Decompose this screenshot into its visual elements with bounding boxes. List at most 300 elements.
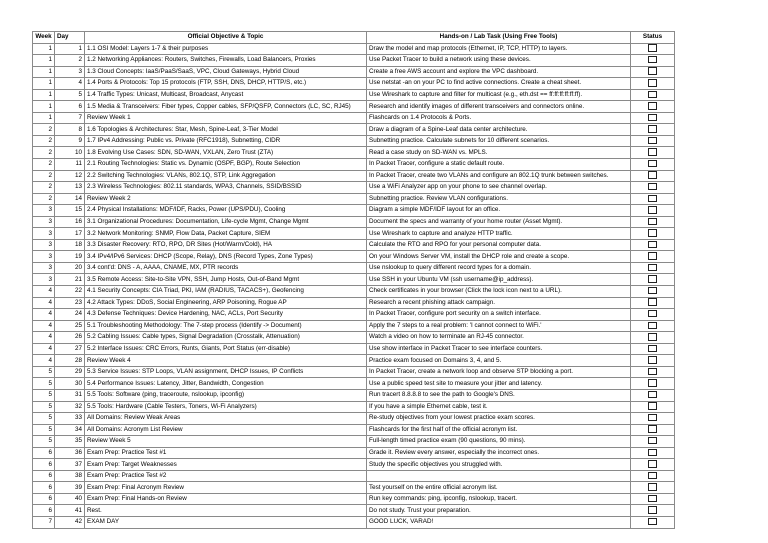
objective-cell[interactable]: 3.3 Disaster Recovery: RTO, RPO, DR Sites (Hot/Warm/Cold), HA (85, 239, 367, 251)
status-cell[interactable] (631, 205, 675, 217)
table-row (33, 159, 675, 171)
day-cell[interactable]: 4 (55, 78, 85, 90)
lab-cell[interactable]: Do not study. Trust your preparation. (367, 505, 631, 517)
lab-cell[interactable]: If you have a simple Ethernet cable, test it. (367, 401, 631, 413)
status-cell[interactable] (631, 447, 675, 459)
status-checkbox[interactable] (648, 460, 657, 468)
lab-cell[interactable]: Use Packet Tracer to build a network using these devices. (367, 55, 631, 67)
status-checkbox[interactable] (648, 125, 657, 133)
status-checkbox[interactable] (648, 425, 657, 433)
week-cell[interactable]: 6 (33, 505, 55, 517)
table-row (33, 470, 675, 482)
table-row (33, 447, 675, 459)
objective-cell[interactable]: 5.5 Tools: Software (ping, traceroute, nslookup, ipconfig) (85, 389, 367, 401)
table-row (33, 251, 675, 263)
status-checkbox[interactable] (648, 67, 657, 75)
day-cell[interactable]: 40 (55, 493, 85, 505)
table-row (33, 332, 675, 344)
day-cell[interactable]: 7 (55, 112, 85, 124)
lab-cell[interactable]: Use Wireshark to capture and analyze HTTP traffic. (367, 228, 631, 240)
status-cell[interactable] (631, 505, 675, 517)
lab-cell[interactable]: In Packet Tracer, create two VLANs and configure an 802.1Q trunk between switches. (367, 170, 631, 182)
status-cell[interactable] (631, 112, 675, 124)
status-checkbox[interactable] (648, 345, 657, 353)
lab-cell[interactable]: Practice exam focused on Domains 3, 4, and 5. (367, 355, 631, 367)
status-checkbox[interactable] (648, 252, 657, 260)
status-checkbox[interactable] (648, 56, 657, 64)
day-cell[interactable]: 5 (55, 89, 85, 101)
status-cell[interactable] (631, 389, 675, 401)
day-cell[interactable]: 36 (55, 447, 85, 459)
lab-cell[interactable]: Draw a diagram of a Spine-Leaf data center architecture. (367, 124, 631, 136)
objective-cell[interactable]: 5.1 Troubleshooting Methodology: The 7-step process (Identify -> Document) (85, 320, 367, 332)
lab-cell[interactable]: On your Windows Server VM, install the DHCP role and create a scope. (367, 251, 631, 263)
status-cell[interactable] (631, 159, 675, 171)
status-checkbox[interactable] (648, 483, 657, 491)
table-row (33, 320, 675, 332)
week-cell[interactable]: 3 (33, 274, 55, 286)
objective-cell[interactable]: 1.4 Traffic Types: Unicast, Multicast, Broadcast, Anycast (85, 89, 367, 101)
lab-cell[interactable] (367, 470, 631, 482)
day-cell[interactable]: 23 (55, 297, 85, 309)
status-cell[interactable] (631, 332, 675, 344)
table-row (33, 343, 675, 355)
status-checkbox[interactable] (648, 137, 657, 145)
table-row (33, 170, 675, 182)
status-cell[interactable] (631, 170, 675, 182)
objective-cell[interactable]: 1.1 OSI Model: Layers 1-7 & their purposes (85, 43, 367, 55)
table-row (33, 413, 675, 425)
status-cell[interactable] (631, 459, 675, 471)
status-checkbox[interactable] (648, 91, 657, 99)
status-cell[interactable] (631, 78, 675, 90)
table-row (33, 355, 675, 367)
status-cell[interactable] (631, 89, 675, 101)
table-row (33, 516, 675, 528)
objective-cell[interactable]: Review Week 4 (85, 355, 367, 367)
table-row (33, 309, 675, 321)
day-cell[interactable]: 9 (55, 135, 85, 147)
lab-cell[interactable]: Use show interface in Packet Tracer to see interface counters. (367, 343, 631, 355)
status-cell[interactable] (631, 413, 675, 425)
status-checkbox[interactable] (648, 414, 657, 422)
week-cell[interactable]: 4 (33, 332, 55, 344)
week-cell[interactable]: 2 (33, 182, 55, 194)
table-row (33, 101, 675, 113)
objective-cell[interactable]: 1.8 Evolving Use Cases: SDN, SD-WAN, VXLAN, Zero Trust (ZTA) (85, 147, 367, 159)
objective-cell[interactable]: Review Week 2 (85, 193, 367, 205)
objective-cell[interactable]: Review Week 1 (85, 112, 367, 124)
status-checkbox[interactable] (648, 437, 657, 445)
objective-cell[interactable]: 3.4 cont'd: DNS - A, AAAA, CNAME, MX, PTR records (85, 262, 367, 274)
lab-cell[interactable]: Subnetting practice. Review VLAN configurations. (367, 193, 631, 205)
lab-cell[interactable]: Create a free AWS account and explore the VPC dashboard. (367, 66, 631, 78)
week-cell[interactable]: 6 (33, 482, 55, 494)
lab-cell[interactable]: Study the specific objectives you struggled with. (367, 459, 631, 471)
objective-cell[interactable]: 1.6 Topologies & Architectures: Star, Mesh, Spine-Leaf, 3-Tier Model (85, 124, 367, 136)
table-row (33, 239, 675, 251)
day-cell[interactable]: 35 (55, 436, 85, 448)
week-cell[interactable]: 5 (33, 389, 55, 401)
status-cell[interactable] (631, 482, 675, 494)
objective-cell[interactable]: 2.3 Wireless Technologies: 802.11 standards, WPA3, Channels, SSID/BSSID (85, 182, 367, 194)
table-row (33, 401, 675, 413)
status-cell[interactable] (631, 286, 675, 298)
table-row (33, 482, 675, 494)
day-cell[interactable]: 11 (55, 159, 85, 171)
objective-cell[interactable]: EXAM DAY (85, 516, 367, 528)
status-cell[interactable] (631, 516, 675, 528)
objective-header[interactable]: Official Objective & Topic (85, 32, 367, 44)
status-checkbox[interactable] (648, 402, 657, 410)
lab-cell[interactable]: In Packet Tracer, create a network loop and observe STP blocking a port. (367, 366, 631, 378)
week-cell[interactable]: 5 (33, 424, 55, 436)
status-cell[interactable] (631, 101, 675, 113)
week-cell[interactable]: 1 (33, 112, 55, 124)
lab-cell[interactable]: Apply the 7 steps to a real problem: 'I cannot connect to WiFi.' (367, 320, 631, 332)
table-row (33, 505, 675, 517)
day-cell[interactable]: 21 (55, 274, 85, 286)
lab-cell[interactable]: Read a case study on SD-WAN vs. MPLS. (367, 147, 631, 159)
table-row (33, 366, 675, 378)
status-checkbox[interactable] (648, 241, 657, 249)
objective-cell[interactable]: Exam Prep: Practice Test #1 (85, 447, 367, 459)
week-cell[interactable]: 6 (33, 493, 55, 505)
table-row (33, 493, 675, 505)
week-cell[interactable]: 4 (33, 297, 55, 309)
objective-cell[interactable]: 4.3 Defense Techniques: Device Hardening, NAC, ACLs, Port Security (85, 309, 367, 321)
table-row (33, 135, 675, 147)
week-cell[interactable]: 3 (33, 205, 55, 217)
day-cell[interactable]: 16 (55, 216, 85, 228)
week-cell[interactable]: 2 (33, 135, 55, 147)
day-cell[interactable]: 33 (55, 413, 85, 425)
status-cell[interactable] (631, 251, 675, 263)
status-checkbox[interactable] (648, 379, 657, 387)
status-checkbox[interactable] (648, 368, 657, 376)
week-cell[interactable]: 2 (33, 124, 55, 136)
status-cell[interactable] (631, 470, 675, 482)
day-cell[interactable]: 30 (55, 378, 85, 390)
day-cell[interactable]: 22 (55, 286, 85, 298)
day-cell[interactable]: 10 (55, 147, 85, 159)
table-row (33, 424, 675, 436)
status-cell[interactable] (631, 343, 675, 355)
day-cell[interactable]: 41 (55, 505, 85, 517)
objective-cell[interactable]: 2.4 Physical Installations: MDF/IDF, Racks, Power (UPS/PDU), Cooling (85, 205, 367, 217)
objective-cell[interactable]: 2.2 Switching Technologies: VLANs, 802.1Q, STP, Link Aggregation (85, 170, 367, 182)
table-row (33, 147, 675, 159)
day-cell[interactable]: 2 (55, 55, 85, 67)
day-cell[interactable]: 6 (55, 101, 85, 113)
status-checkbox[interactable] (648, 310, 657, 318)
day-cell[interactable]: 31 (55, 389, 85, 401)
status-checkbox[interactable] (648, 206, 657, 214)
week-cell[interactable]: 1 (33, 55, 55, 67)
objective-cell[interactable]: 1.5 Media & Transceivers: Fiber types, Copper cables, SFP/QSFP, Connectors (LC, SC, RJ45) (85, 101, 367, 113)
lab-cell[interactable]: Use Wireshark to capture and filter for multicast (e.g., eth.dst == ff:ff:ff:ff:ff:ff). (367, 89, 631, 101)
status-checkbox[interactable] (648, 195, 657, 203)
day-cell[interactable]: 28 (55, 355, 85, 367)
table-row (33, 262, 675, 274)
status-checkbox[interactable] (648, 356, 657, 364)
status-checkbox[interactable] (648, 449, 657, 457)
status-cell[interactable] (631, 309, 675, 321)
lab-header[interactable]: Hands-on / Lab Task (Using Free Tools) (367, 32, 631, 44)
status-checkbox[interactable] (648, 171, 657, 179)
day-cell[interactable]: 1 (55, 43, 85, 55)
table-row (33, 182, 675, 194)
week-cell[interactable]: 5 (33, 413, 55, 425)
lab-cell[interactable]: In Packet Tracer, configure a static default route. (367, 159, 631, 171)
status-cell[interactable] (631, 355, 675, 367)
status-cell[interactable] (631, 182, 675, 194)
status-cell[interactable] (631, 239, 675, 251)
lab-cell[interactable]: Check certificates in your browser (Click the lock icon next to a URL). (367, 286, 631, 298)
day-cell[interactable]: 18 (55, 239, 85, 251)
objective-cell[interactable]: 5.3 Service Issues: STP Loops, VLAN assignment, DHCP Issues, IP Conflicts (85, 366, 367, 378)
lab-cell[interactable]: In Packet Tracer, configure port security on a switch interface. (367, 309, 631, 321)
week-header[interactable]: Week (33, 32, 55, 44)
week-cell[interactable]: 3 (33, 239, 55, 251)
table-row (33, 378, 675, 390)
week-cell[interactable]: 6 (33, 470, 55, 482)
status-cell[interactable] (631, 366, 675, 378)
week-cell[interactable]: 1 (33, 89, 55, 101)
table-row (33, 286, 675, 298)
day-cell[interactable]: 8 (55, 124, 85, 136)
status-checkbox[interactable] (648, 264, 657, 272)
week-cell[interactable]: 2 (33, 193, 55, 205)
lab-cell[interactable]: Grade it. Review every answer, especially the incorrect ones. (367, 447, 631, 459)
lab-cell[interactable]: Use nslookup to query different record types for a domain. (367, 262, 631, 274)
lab-cell[interactable]: Flashcards for the first half of the official acronym list. (367, 424, 631, 436)
day-cell[interactable]: 25 (55, 320, 85, 332)
day-cell[interactable]: 32 (55, 401, 85, 413)
objective-cell[interactable]: Exam Prep: Practice Test #2 (85, 470, 367, 482)
week-cell[interactable]: 5 (33, 401, 55, 413)
status-checkbox[interactable] (648, 102, 657, 110)
header-row (33, 32, 675, 44)
week-cell[interactable]: 2 (33, 170, 55, 182)
week-cell[interactable]: 4 (33, 343, 55, 355)
spreadsheet (32, 31, 675, 529)
status-cell[interactable] (631, 147, 675, 159)
lab-cell[interactable]: Document the specs and warranty of your home router (Asset Mgmt). (367, 216, 631, 228)
objective-cell[interactable]: 4.2 Attack Types: DDoS, Social Engineering, ARP Poisoning, Rogue AP (85, 297, 367, 309)
lab-cell[interactable]: Run key commands: ping, ipconfig, nslookup, tracert. (367, 493, 631, 505)
status-checkbox[interactable] (648, 518, 657, 526)
lab-cell[interactable]: Research and identify images of different transceivers and connectors online. (367, 101, 631, 113)
table-row (33, 436, 675, 448)
status-cell[interactable] (631, 216, 675, 228)
status-checkbox[interactable] (648, 298, 657, 306)
week-cell[interactable]: 1 (33, 78, 55, 90)
lab-cell[interactable]: Use netstat -an on your PC to find active connections. Create a cheat sheet. (367, 78, 631, 90)
week-cell[interactable]: 2 (33, 159, 55, 171)
status-checkbox[interactable] (648, 183, 657, 191)
status-cell[interactable] (631, 66, 675, 78)
status-checkbox[interactable] (648, 333, 657, 341)
status-checkbox[interactable] (648, 114, 657, 122)
lab-cell[interactable]: Draw the model and map protocols (Ethernet, IP, TCP, HTTP) to layers. (367, 43, 631, 55)
table-row (33, 78, 675, 90)
study-plan-table (32, 31, 675, 529)
status-checkbox[interactable] (648, 322, 657, 330)
lab-cell[interactable]: Calculate the RTO and RPO for your personal computer data. (367, 239, 631, 251)
status-checkbox[interactable] (648, 506, 657, 514)
day-cell[interactable]: 38 (55, 470, 85, 482)
objective-cell[interactable]: 3.5 Remote Access: Site-to-Site VPN, SSH, Jump Hosts, Out-of-Band Mgmt (85, 274, 367, 286)
objective-cell[interactable]: 3.2 Network Monitoring: SNMP, Flow Data, Packet Capture, SIEM (85, 228, 367, 240)
table-row (33, 55, 675, 67)
status-cell[interactable] (631, 193, 675, 205)
objective-cell[interactable]: All Domains: Review Weak Areas (85, 413, 367, 425)
lab-cell[interactable]: GOOD LUCK, VARAD! (367, 516, 631, 528)
objective-cell[interactable]: 1.3 Cloud Concepts: IaaS/PaaS/SaaS, VPC, Cloud Gateways, Hybrid Cloud (85, 66, 367, 78)
status-cell[interactable] (631, 274, 675, 286)
lab-cell[interactable]: Use SSH in your Ubuntu VM (ssh username@ip_address). (367, 274, 631, 286)
status-checkbox[interactable] (648, 472, 657, 480)
week-cell[interactable]: 3 (33, 251, 55, 263)
week-cell[interactable]: 1 (33, 66, 55, 78)
table-row (33, 389, 675, 401)
status-cell[interactable] (631, 43, 675, 55)
status-cell[interactable] (631, 320, 675, 332)
objective-cell[interactable]: 5.4 Performance Issues: Latency, Jitter, Bandwidth, Congestion (85, 378, 367, 390)
objective-cell[interactable]: All Domains: Acronym List Review (85, 424, 367, 436)
day-cell[interactable]: 20 (55, 262, 85, 274)
day-cell[interactable]: 37 (55, 459, 85, 471)
status-cell[interactable] (631, 55, 675, 67)
lab-cell[interactable]: Use a WiFi Analyzer app on your phone to see channel overlap. (367, 182, 631, 194)
table-row (33, 112, 675, 124)
objective-cell[interactable]: Exam Prep: Final Acronym Review (85, 482, 367, 494)
status-cell[interactable] (631, 493, 675, 505)
day-header[interactable]: Day (55, 32, 85, 44)
day-cell[interactable]: 29 (55, 366, 85, 378)
table-row (33, 216, 675, 228)
week-cell[interactable]: 7 (33, 516, 55, 528)
objective-cell[interactable]: 3.1 Organizational Procedures: Documentation, Life-cycle Mgmt, Change Mgmt (85, 216, 367, 228)
week-cell[interactable]: 4 (33, 309, 55, 321)
table-row (33, 66, 675, 78)
status-checkbox[interactable] (648, 79, 657, 87)
lab-cell[interactable]: Re-study objectives from your lowest practice exam scores. (367, 413, 631, 425)
lab-cell[interactable]: Watch a video on how to terminate an RJ-45 connector. (367, 332, 631, 344)
status-checkbox[interactable] (648, 44, 657, 52)
objective-cell[interactable]: 4.1 Security Concepts: CIA Triad, PKI, IAM (RADIUS, TACACS+), Geofencing (85, 286, 367, 298)
week-cell[interactable]: 4 (33, 355, 55, 367)
status-checkbox[interactable] (648, 275, 657, 283)
lab-cell[interactable]: Diagram a simple MDF/IDF layout for an office. (367, 205, 631, 217)
status-checkbox[interactable] (648, 287, 657, 295)
status-checkbox[interactable] (648, 160, 657, 168)
objective-cell[interactable]: 5.2 Cabling Issues: Cable types, Signal Degradation (Crosstalk, Attenuation) (85, 332, 367, 344)
day-cell[interactable]: 17 (55, 228, 85, 240)
status-checkbox[interactable] (648, 218, 657, 226)
day-cell[interactable]: 14 (55, 193, 85, 205)
lab-cell[interactable]: Use a public speed test site to measure your jitter and latency. (367, 378, 631, 390)
lab-cell[interactable]: Full-length timed practice exam (90 questions, 90 mins). (367, 436, 631, 448)
table-row (33, 193, 675, 205)
status-header[interactable]: Status (631, 32, 675, 44)
day-cell[interactable]: 42 (55, 516, 85, 528)
lab-cell[interactable]: Research a recent phishing attack campaign. (367, 297, 631, 309)
week-cell[interactable]: 5 (33, 366, 55, 378)
day-cell[interactable]: 12 (55, 170, 85, 182)
status-cell[interactable] (631, 228, 675, 240)
table-row (33, 297, 675, 309)
day-cell[interactable]: 15 (55, 205, 85, 217)
table-row (33, 459, 675, 471)
week-cell[interactable]: 1 (33, 101, 55, 113)
status-cell[interactable] (631, 436, 675, 448)
week-cell[interactable]: 4 (33, 320, 55, 332)
week-cell[interactable]: 6 (33, 447, 55, 459)
week-cell[interactable]: 3 (33, 216, 55, 228)
objective-cell[interactable]: 1.7 IPv4 Addressing: Public vs. Private (RFC1918), Subnetting, CIDR (85, 135, 367, 147)
lab-cell[interactable]: Flashcards on 1.4 Protocols & Ports. (367, 112, 631, 124)
lab-cell[interactable]: Run tracert 8.8.8.8 to see the path to Google's DNS. (367, 389, 631, 401)
week-cell[interactable]: 1 (33, 43, 55, 55)
week-cell[interactable]: 3 (33, 228, 55, 240)
week-cell[interactable]: 4 (33, 286, 55, 298)
week-cell[interactable]: 6 (33, 459, 55, 471)
objective-cell[interactable]: Rest. (85, 505, 367, 517)
status-cell[interactable] (631, 297, 675, 309)
objective-cell[interactable]: Exam Prep: Final Hands-on Review (85, 493, 367, 505)
lab-cell[interactable]: Test yourself on the entire official acronym list. (367, 482, 631, 494)
status-checkbox[interactable] (648, 391, 657, 399)
day-cell[interactable]: 34 (55, 424, 85, 436)
objective-cell[interactable]: 3.4 IPv4/IPv6 Services: DHCP (Scope, Relay), DNS (Record Types, Zone Types) (85, 251, 367, 263)
objective-cell[interactable]: 1.4 Ports & Protocols: Top 15 protocols (FTP, SSH, DNS, DHCP, HTTP/S, etc.) (85, 78, 367, 90)
status-cell[interactable] (631, 124, 675, 136)
day-cell[interactable]: 19 (55, 251, 85, 263)
objective-cell[interactable]: 1.2 Networking Appliances: Routers, Switches, Firewalls, Load Balancers, Proxies (85, 55, 367, 67)
status-cell[interactable] (631, 424, 675, 436)
status-checkbox[interactable] (648, 229, 657, 237)
week-cell[interactable]: 5 (33, 436, 55, 448)
status-cell[interactable] (631, 262, 675, 274)
table-row (33, 89, 675, 101)
status-checkbox[interactable] (648, 495, 657, 503)
table-row (33, 205, 675, 217)
status-cell[interactable] (631, 135, 675, 147)
week-cell[interactable]: 3 (33, 262, 55, 274)
objective-cell[interactable]: 5.2 Interface Issues: CRC Errors, Runts, Giants, Port Status (err-disable) (85, 343, 367, 355)
objective-cell[interactable]: 5.5 Tools: Hardware (Cable Testers, Toners, Wi-Fi Analyzers) (85, 401, 367, 413)
objective-cell[interactable]: Exam Prep: Target Weaknesses (85, 459, 367, 471)
day-cell[interactable]: 27 (55, 343, 85, 355)
status-checkbox[interactable] (648, 148, 657, 156)
day-cell[interactable]: 24 (55, 309, 85, 321)
objective-cell[interactable]: Review Week 5 (85, 436, 367, 448)
week-cell[interactable]: 2 (33, 147, 55, 159)
table-row (33, 43, 675, 55)
day-cell[interactable]: 3 (55, 66, 85, 78)
objective-cell[interactable]: 2.1 Routing Technologies: Static vs. Dynamic (OSPF, BGP), Route Selection (85, 159, 367, 171)
lab-cell[interactable]: Subnetting practice. Calculate subnets for 10 different scenarios. (367, 135, 631, 147)
table-row (33, 124, 675, 136)
day-cell[interactable]: 26 (55, 332, 85, 344)
status-cell[interactable] (631, 378, 675, 390)
day-cell[interactable]: 13 (55, 182, 85, 194)
week-cell[interactable]: 5 (33, 378, 55, 390)
day-cell[interactable]: 39 (55, 482, 85, 494)
status-cell[interactable] (631, 401, 675, 413)
